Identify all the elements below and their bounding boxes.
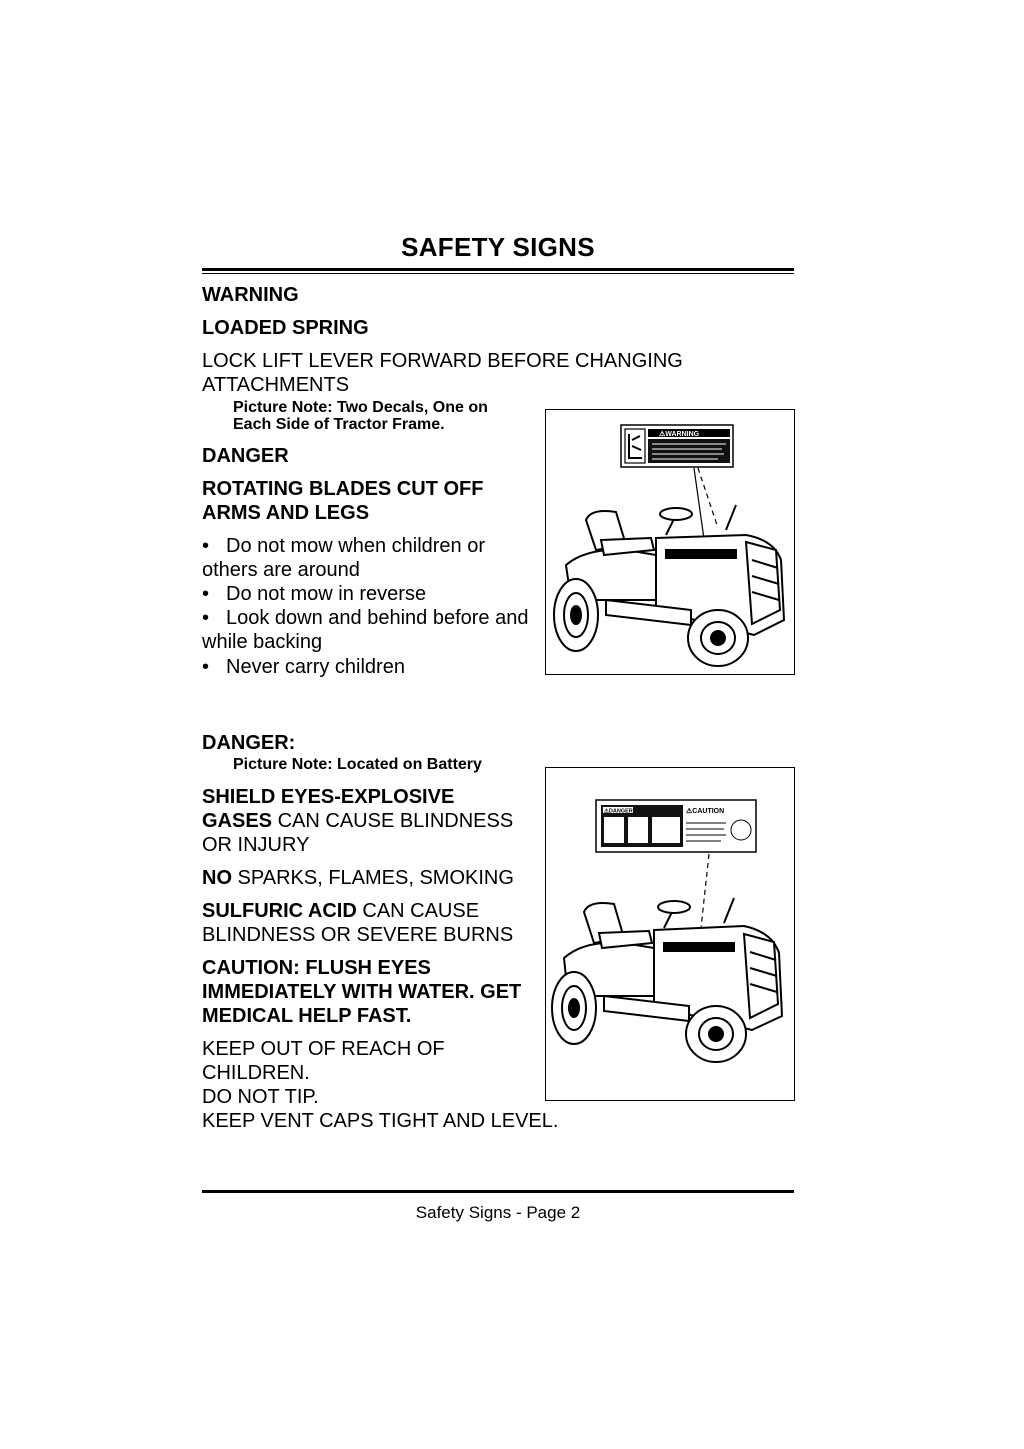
footer-rule xyxy=(202,1190,794,1193)
danger-heading-2: DANGER: xyxy=(202,732,296,754)
decal-danger-text: ⚠DANGER xyxy=(604,808,633,815)
title-rule-thick xyxy=(202,268,794,271)
bullet-text: Do not mow when children or xyxy=(226,535,486,557)
do-not-tip-line: DO NOT TIP. xyxy=(202,1086,319,1108)
acid-rest: CAN CAUSE xyxy=(356,900,480,922)
warning-decal xyxy=(621,425,733,467)
bullet-text: Do not mow in reverse xyxy=(226,583,427,605)
sulfuric-acid-line-1 xyxy=(202,899,479,923)
lock-lift-line-2: ATTACHMENTS xyxy=(202,374,350,396)
tractor-illustration-1 xyxy=(546,410,794,674)
tractor-body-1 xyxy=(554,505,784,666)
figure-tractor-spring-decal xyxy=(545,409,795,675)
bullet-item-2 xyxy=(202,582,426,606)
no-rest: SPARKS, FLAMES, SMOKING xyxy=(232,867,514,889)
gases-rest: CAN CAUSE BLINDNESS xyxy=(272,810,514,832)
sulfuric-acid-line-2: BLINDNESS OR SEVERE BURNS xyxy=(202,924,514,946)
bullet-item-1 xyxy=(202,534,485,558)
no-bold: NO xyxy=(202,867,232,889)
loaded-spring-heading: LOADED SPRING xyxy=(202,317,369,339)
bullet-dot: • xyxy=(202,583,210,605)
caution-line-1: CAUTION: FLUSH EYES xyxy=(202,957,431,979)
warning-heading: WARNING xyxy=(202,284,299,306)
bullet-item-1-cont: others are around xyxy=(202,559,360,581)
bullet-dot: • xyxy=(202,535,210,557)
keep-out-line-2: CHILDREN. xyxy=(202,1062,310,1084)
decal-warning-text: ⚠WARNING xyxy=(659,431,700,438)
rotating-blades-line-2: ARMS AND LEGS xyxy=(202,502,370,524)
shield-eyes-line-2 xyxy=(202,809,513,833)
bullet-item-4 xyxy=(202,655,405,679)
bullet-text: Never carry children xyxy=(226,656,405,678)
bullet-dot: • xyxy=(202,656,210,678)
keep-out-line-1: KEEP OUT OF REACH OF xyxy=(202,1038,445,1060)
rotating-blades-line-1: ROTATING BLADES CUT OFF xyxy=(202,478,484,500)
battery-decal xyxy=(596,800,756,852)
picture-note-2: Picture Note: Located on Battery xyxy=(233,756,482,773)
bullet-item-3-cont: while backing xyxy=(202,631,323,653)
figure-tractor-battery-decal xyxy=(545,767,795,1101)
bullet-text: Look down and behind before and xyxy=(226,607,529,629)
gases-bold: GASES xyxy=(202,810,273,832)
page-footer: Safety Signs - Page 2 xyxy=(415,1203,581,1222)
shield-eyes-line-3: OR INJURY xyxy=(202,834,310,856)
bullet-dot: • xyxy=(202,607,210,629)
page-title: SAFETY SIGNS xyxy=(401,232,595,262)
shield-eyes-line-1: SHIELD EYES-EXPLOSIVE xyxy=(202,786,455,808)
tractor-body-2 xyxy=(552,898,782,1062)
bullet-item-3 xyxy=(202,606,528,630)
caution-line-2: IMMEDIATELY WITH WATER. GET xyxy=(202,981,522,1003)
caution-line-3: MEDICAL HELP FAST. xyxy=(202,1005,412,1027)
title-rule-thin xyxy=(202,273,794,274)
vent-caps-line: KEEP VENT CAPS TIGHT AND LEVEL. xyxy=(202,1110,559,1132)
acid-bold: SULFURIC ACID xyxy=(202,900,357,922)
picture-note-1b: Each Side of Tractor Frame. xyxy=(233,416,445,433)
decal-caution-text: ⚠CAUTION xyxy=(686,808,725,815)
picture-note-1a: Picture Note: Two Decals, One on xyxy=(233,399,488,416)
lock-lift-line-1: LOCK LIFT LEVER FORWARD BEFORE CHANGING xyxy=(202,350,683,372)
no-sparks-line xyxy=(202,866,514,890)
tractor-illustration-2 xyxy=(546,768,794,1100)
danger-heading-1: DANGER xyxy=(202,445,289,467)
